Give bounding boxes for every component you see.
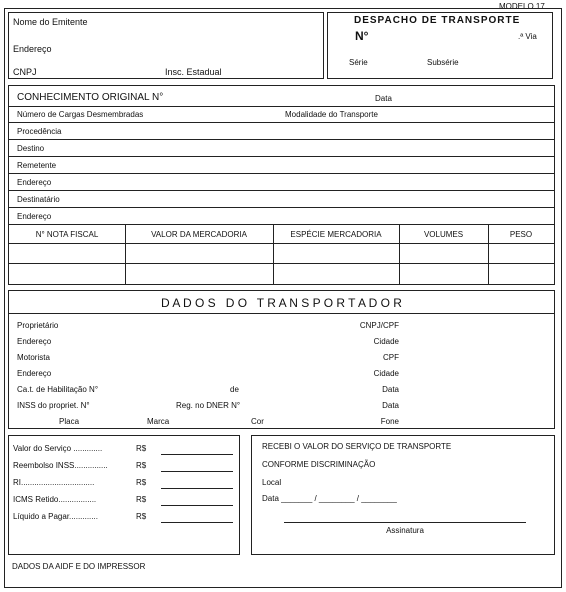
liquido-line: [161, 522, 233, 523]
habilitacao-de-label: de: [230, 385, 239, 394]
th-valor-mercadoria: VALOR DA MERCADORIA: [151, 230, 247, 239]
icms-label: ICMS Retido.................: [13, 495, 97, 504]
valor-servico-moeda: R$: [136, 444, 147, 453]
assinatura-label: Assinatura: [386, 526, 424, 535]
icms-moeda: R$: [136, 495, 147, 504]
emitente-nome: Nome do Emitente: [13, 17, 88, 27]
transp-cidade1-label: Cidade: [373, 337, 399, 346]
ri-line: [161, 488, 233, 489]
valores-box: [8, 435, 240, 555]
modelo-label: MODELO 17: [499, 2, 545, 11]
table-col-divider: [125, 224, 126, 284]
divider: [9, 106, 554, 107]
despacho-serie: Série: [349, 58, 368, 67]
conhecimento-titulo: CONHECIMENTO ORIGINAL N°: [17, 92, 164, 103]
conhecimento-box: [8, 85, 555, 285]
ri-label: RI.................................: [13, 478, 95, 487]
cnpj-cpf-label: CNPJ/CPF: [359, 321, 399, 330]
divider: [9, 224, 554, 225]
emitente-cnpj: CNPJ: [13, 67, 37, 77]
despacho-via: .ª Via: [518, 32, 537, 41]
table-header-divider: [9, 243, 554, 244]
recebi-data: Data _______ / ________ / ________: [262, 494, 397, 503]
remetente-label: Remetente: [17, 161, 57, 170]
th-especie-mercadoria: ESPÉCIE MERCADORIA: [290, 230, 382, 239]
emitente-endereco: Endereço: [13, 44, 52, 54]
divider: [9, 139, 554, 140]
marca-label: Marca: [147, 417, 170, 426]
table-col-divider: [488, 224, 489, 284]
th-volumes: VOLUMES: [423, 230, 464, 239]
transportador-titulo: D A D O S D O T R A N S P O R T A D O R: [161, 296, 402, 310]
modalidade-label: Modalidade do Transporte: [285, 110, 378, 119]
endereco-destinatario-label: Endereço: [17, 212, 52, 221]
despacho-subserie: Subsérie: [427, 58, 459, 67]
table-col-divider: [273, 224, 274, 284]
cpf-label: CPF: [383, 353, 399, 362]
divider: [9, 207, 554, 208]
recebi-linha2: CONFORME DISCRIMINAÇÃO: [262, 460, 376, 469]
transp-data1-label: Data: [382, 385, 399, 394]
endereco-remetente-label: Endereço: [17, 178, 52, 187]
procedencia-label: Procedência: [17, 127, 62, 136]
conhecimento-data: Data: [375, 94, 392, 103]
rodape-aidf: DADOS DA AIDF E DO IMPRESSOR: [12, 562, 146, 571]
ri-moeda: R$: [136, 478, 147, 487]
divider: [9, 173, 554, 174]
despacho-box: [327, 12, 553, 79]
reembolso-line: [161, 471, 233, 472]
divider: [9, 313, 554, 314]
emitente-box: [8, 12, 324, 79]
transp-cidade2-label: Cidade: [373, 369, 399, 378]
despacho-numero: N°: [355, 29, 369, 43]
transportador-box: [8, 290, 555, 429]
num-cargas-label: Número de Cargas Desmembradas: [17, 110, 144, 119]
recebimento-box: [251, 435, 555, 555]
transp-endereco2-label: Endereço: [17, 369, 52, 378]
recebi-local: Local: [262, 478, 282, 487]
reembolso-moeda: R$: [136, 461, 147, 470]
th-nota-fiscal: N° NOTA FISCAL: [35, 230, 99, 239]
th-peso: PESO: [509, 230, 533, 239]
destino-label: Destino: [17, 144, 45, 153]
proprietario-label: Proprietário: [17, 321, 59, 330]
divider: [9, 190, 554, 191]
destinatario-label: Destinatário: [17, 195, 60, 204]
inss-label: INSS do propriet. N°: [17, 401, 90, 410]
despacho-titulo: DESPACHO DE TRANSPORTE: [354, 15, 521, 26]
table-col-divider: [399, 224, 400, 284]
liquido-moeda: R$: [136, 512, 147, 521]
emitente-insc: Insc. Estadual: [165, 67, 222, 77]
divider: [9, 122, 554, 123]
valor-servico-label: Valor do Serviço .............: [13, 444, 103, 453]
habilitacao-label: Ca.t. de Habilitação N°: [17, 385, 99, 394]
reembolso-label: Reembolso INSS...............: [13, 461, 108, 470]
placa-label: Placa: [59, 417, 80, 426]
transp-endereco1-label: Endereço: [17, 337, 52, 346]
icms-line: [161, 505, 233, 506]
liquido-label: Líquido a Pagar.............: [13, 512, 98, 521]
valor-servico-line: [161, 454, 233, 455]
cor-label: Cor: [251, 417, 264, 426]
fone-label: Fone: [380, 417, 399, 426]
divider: [9, 156, 554, 157]
dner-label: Reg. no DNER N°: [176, 401, 241, 410]
recebi-linha1: RECEBI O VALOR DO SERVIÇO DE TRANSPORTE: [262, 442, 452, 451]
transp-data2-label: Data: [382, 401, 399, 410]
assinatura-line: [284, 522, 526, 523]
table-row-divider: [9, 263, 554, 264]
motorista-label: Motorista: [17, 353, 50, 362]
